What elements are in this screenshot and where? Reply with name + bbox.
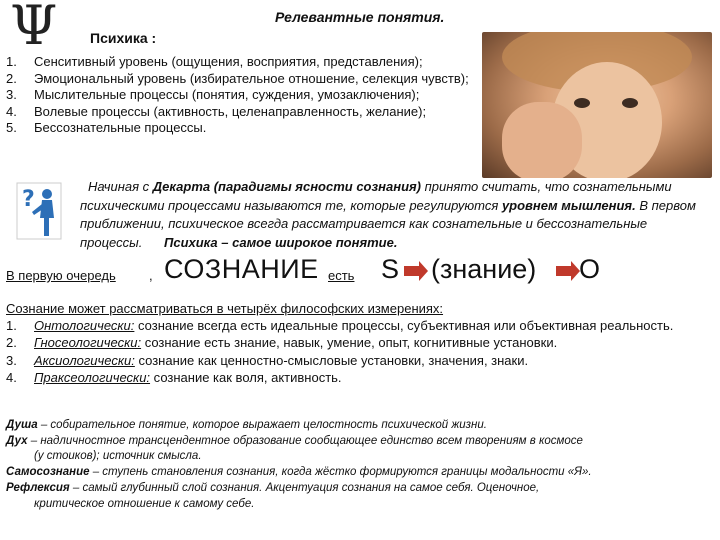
list-item: 3. Мыслительные процессы (понятия, суждения, умозаключения); bbox=[6, 87, 420, 102]
psi-logo: Ψ bbox=[10, 0, 58, 57]
list-item: 1. Онтологически: сознание всегда есть идеальные процессы, субъективная или объективная реальность. bbox=[6, 318, 674, 334]
is-word: есть bbox=[328, 268, 355, 283]
definition-self-awareness: Самосознание – ступень становления сознания, когда жёстко формируются границы модальности «Я». bbox=[6, 466, 592, 479]
first-of-all-text: В первую очередь bbox=[6, 268, 116, 283]
list-item: 3. Аксиологически: сознание как ценностно-смысловые установки, значения, знаки. bbox=[6, 352, 529, 368]
list-item: 4. Волевые процессы (активность, целенаправленность, желание); bbox=[6, 103, 427, 119]
page-title: Релевантные понятия. bbox=[275, 9, 445, 25]
svg-text:?: ? bbox=[22, 187, 35, 212]
list-item: 1. Сенситивный уровень (ощущения, восприятия, представления); bbox=[6, 54, 423, 69]
definition-spirit: Дух – надличностное трансцендентное образование сообщающее единство всем творениям в космосе (у стоиков); источник смысла. bbox=[6, 434, 583, 463]
descartes-paragraph: Начиная с Декарта (парадигмы ясности сознания) принято считать, что сознательными психическими процессами называются те, которые регулируются уровнем мышления. В первом приближении, психическое всегда рассматривается как сознательные и бессознательные процессы. Психика – самое широкое понятие. bbox=[80, 179, 696, 250]
psyche-levels-list bbox=[6, 54, 486, 137]
dimensions-section bbox=[6, 300, 710, 386]
definition-reflection: Рефлексия – самый глубинный слой сознания. Акцентуация сознания на самое себя. Оценочное, критическое отношение к самому себе. bbox=[6, 481, 540, 510]
list-item: 5. Бессознательные процессы. bbox=[6, 120, 207, 135]
subject-symbol: S bbox=[381, 254, 400, 284]
definition-soul: Душа – собирательное понятие, которое выражает целостность психической жизни. bbox=[6, 419, 487, 431]
knowledge-word: (знание) bbox=[431, 254, 537, 284]
object-symbol: О bbox=[579, 254, 601, 284]
list-item: 2. Эмоциональный уровень (избирательное отношение, селекция чувств); bbox=[6, 70, 469, 86]
list-item: 2. Гносеологически: сознание есть знание, навык, умение, опыт, когнитивные установки. bbox=[6, 335, 558, 351]
consciousness-formula: В первую очередь , СОЗНАНИЕ есть S (знание) О bbox=[6, 254, 601, 284]
dimensions-heading: Сознание может рассматриваться в четырёх философских измерениях: bbox=[6, 301, 444, 316]
arrow-right-icon bbox=[404, 266, 420, 276]
child-photo bbox=[482, 32, 712, 178]
arrow-right-icon bbox=[556, 266, 572, 276]
psyche-label: Психика : bbox=[90, 30, 157, 46]
definitions-section bbox=[6, 418, 710, 512]
consciousness-word: СОЗНАНИЕ bbox=[164, 254, 319, 284]
list-item: 4. Праксеологически: сознание как воля, активность. bbox=[6, 369, 342, 385]
thinking-figure-icon bbox=[16, 182, 62, 240]
